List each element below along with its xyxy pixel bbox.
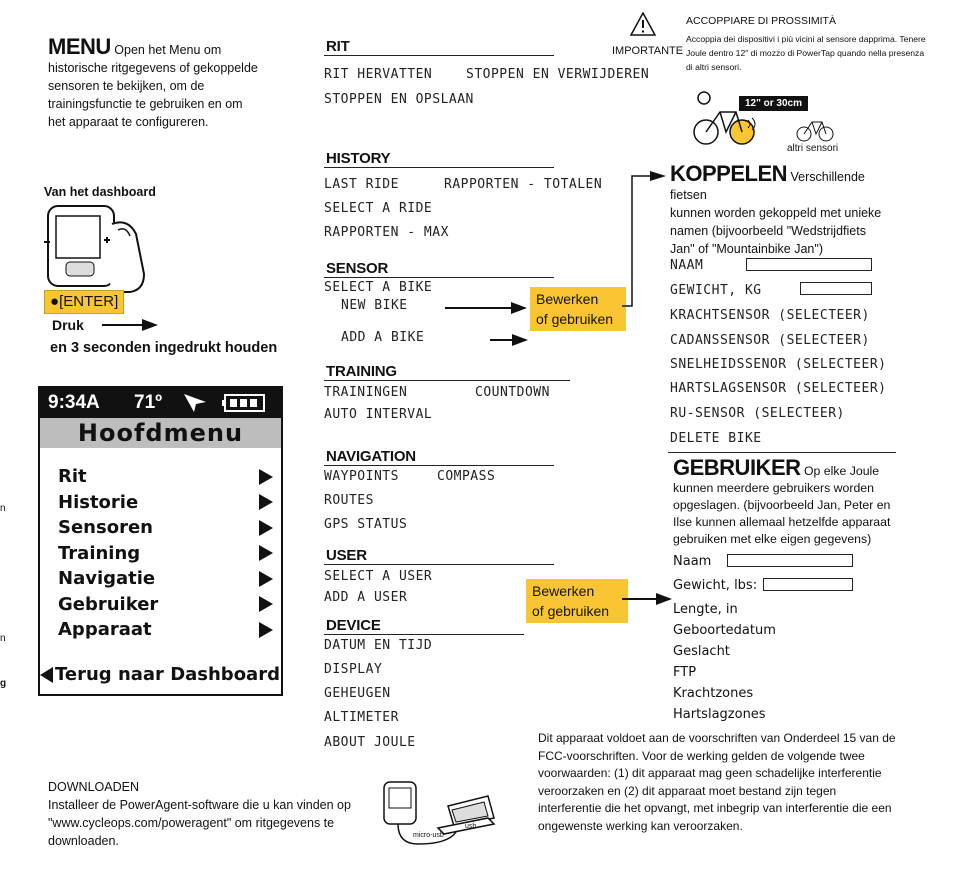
status-temp: 71º [134, 392, 163, 413]
enter-bullet: ● [50, 293, 60, 310]
fcc-line: interferentie die het opvangt, met inbegrip van interferentie die een [538, 801, 892, 815]
section-sensor-header: SENSOR [326, 260, 389, 277]
gebruiker-title: GEBRUIKER [673, 455, 801, 480]
arrow-right-icon [488, 333, 530, 347]
section-device-header: DEVICE [326, 617, 381, 634]
option-stoppen-opslaan[interactable]: STOPPEN EN OPSLAAN [324, 92, 474, 107]
screen-menu-list [40, 448, 281, 643]
status-time: 9:34A [48, 392, 100, 413]
section-user-header: USER [326, 547, 367, 564]
battery-icon [222, 394, 266, 412]
edit-line: Bewerken [532, 583, 595, 599]
back-label: Terug naar Dashboard [55, 664, 280, 685]
menu-title: MENU [48, 34, 111, 59]
koppelen-line: Jan" of "Mountainbike Jan") [670, 242, 823, 256]
menu-intro [48, 34, 288, 131]
distance-badge: 12" or 30cm [739, 96, 808, 111]
option-snelheidssensor[interactable]: SNELHEIDSSENOR (SELECTEER) [670, 357, 887, 372]
micro-usb-label: micro-usb [413, 832, 444, 839]
download-line: downloaden. [48, 834, 119, 848]
option-ftp[interactable]: FTP [673, 665, 697, 680]
menu-item-label: Training [58, 542, 141, 564]
koppelen-line: namen (bijvoorbeeld "Wedstrijdfiets [670, 224, 866, 238]
option-lengte[interactable]: Lengte, in [673, 602, 738, 617]
gebruiker-block [673, 455, 905, 548]
fcc-line: ongewenste werking kan veroorzaken. [538, 818, 743, 833]
option-add-a-bike[interactable]: ADD A BIKE [341, 330, 425, 345]
edge-letter: g [0, 678, 7, 689]
gebruiker-line: opgeslagen. (bijvoorbeeld Jan, Peter en [673, 498, 891, 512]
option-countdown[interactable]: COUNTDOWN [475, 385, 550, 400]
option-trainingen[interactable]: TRAININGEN [324, 385, 408, 400]
screen-title: Hoofdmenu [40, 418, 281, 448]
important-label: IMPORTANTE [612, 45, 684, 57]
section-navigation-header: NAVIGATION [326, 448, 416, 465]
chevron-right-icon [259, 596, 273, 612]
warning-icon [630, 12, 656, 36]
edit-line: of gebruiken [532, 603, 610, 619]
menu-item-label: Navigatie [58, 568, 156, 590]
divider [324, 55, 554, 56]
menu-intro-line: het apparaat te configureren. [48, 115, 209, 129]
option-about-joule[interactable]: ABOUT JOULE [324, 735, 416, 750]
usb-label: usb [465, 823, 477, 830]
divider [668, 452, 896, 453]
arrow-right-icon [100, 318, 160, 332]
druk-label: Druk [52, 317, 84, 333]
fcc-line: Dit apparaat voldoet aan de voorschriften van Onderdeel 15 van de [538, 731, 896, 745]
hold-label: en 3 seconden ingedrukt houden [50, 340, 278, 356]
fcc-line: veroorzaken en (2) dit apparaat moet bestand zijn tegen [538, 783, 837, 798]
chevron-right-icon [259, 520, 273, 536]
option-rit-hervatten[interactable]: RIT HERVATTEN [324, 67, 433, 82]
usb-connection-illustration [378, 774, 498, 854]
option-datum-tijd[interactable]: DATUM EN TIJD [324, 638, 433, 653]
option-gps-status[interactable]: GPS STATUS [324, 517, 408, 532]
menu-item-apparaat[interactable] [58, 617, 273, 643]
important-line: di altri sensori. [686, 62, 742, 72]
option-rapporten-totalen[interactable]: RAPPORTEN - TOTALEN [444, 177, 603, 192]
divider [324, 380, 570, 381]
menu-item-label: Apparaat [58, 619, 152, 641]
back-to-dashboard[interactable] [40, 664, 280, 685]
menu-item-rit[interactable] [58, 464, 273, 490]
important-line: Accoppia dei dispositivi i più vicini al sensore dapprima. Tenere [686, 34, 926, 44]
option-select-a-user[interactable]: SELECT A USER [324, 569, 433, 584]
option-altimeter[interactable]: ALTIMETER [324, 710, 399, 725]
divider [324, 277, 554, 278]
koppelen-title: KOPPELEN [670, 161, 788, 186]
divider [324, 167, 554, 168]
chevron-right-icon [259, 469, 273, 485]
section-rit-header: RIT [326, 38, 350, 55]
edge-letter: n [0, 633, 6, 644]
fcc-line: FCC-voorschriften. Voor de werking gelden de volgende twee [538, 748, 865, 763]
menu-item-label: Sensoren [58, 517, 153, 539]
menu-item-historie[interactable] [58, 490, 273, 516]
divider [324, 465, 554, 466]
option-hartslagzones[interactable]: Hartslagzones [673, 707, 766, 722]
bike-weight-label: GEWICHT, KG [670, 283, 762, 298]
download-section [48, 778, 368, 850]
enter-text: [ENTER] [59, 293, 119, 310]
option-add-a-user[interactable]: ADD A USER [324, 590, 408, 605]
koppelen-line: kunnen worden gekoppeld met unieke [670, 206, 882, 220]
menu-item-label: Historie [58, 491, 139, 513]
gebruiker-line: Ilse kunnen allemaal hetzelfde apparaat [673, 515, 891, 529]
chevron-right-icon [259, 494, 273, 510]
menu-item-label: Rit [58, 466, 87, 488]
divider [324, 564, 554, 565]
user-weight-label: Gewicht, lbs: [673, 578, 758, 593]
edit-or-use-box [526, 579, 628, 623]
koppelen-first: Verschillende fietsen [670, 170, 865, 202]
menu-item-sensoren[interactable] [58, 515, 273, 541]
option-rapporten-max[interactable]: RAPPORTEN - MAX [324, 225, 449, 240]
edit-line: Bewerken [536, 291, 599, 307]
gps-arrow-icon [182, 392, 208, 414]
menu-intro-line: sensoren te bekijken, om de [48, 79, 205, 93]
option-new-bike[interactable]: NEW BIKE [341, 298, 408, 313]
menu-item-gebruiker[interactable] [58, 592, 273, 618]
important-title: ACCOPPIARE DI PROSSIMITÀ [686, 15, 836, 27]
option-cadanssensor[interactable]: CADANSSENSOR (SELECTEER) [670, 333, 870, 348]
status-bar [40, 388, 281, 418]
menu-item-navigatie[interactable] [58, 566, 273, 592]
option-geboortedatum[interactable]: Geboortedatum [673, 623, 776, 638]
gebruiker-line: kunnen meerdere gebruikers worden [673, 481, 874, 495]
arrow-right-icon [622, 592, 674, 606]
option-geheugen[interactable]: GEHEUGEN [324, 686, 391, 701]
option-krachtzones[interactable]: Krachtzones [673, 686, 754, 701]
menu-intro-first: Open het Menu om [114, 43, 222, 57]
option-waypoints[interactable]: WAYPOINTS [324, 469, 399, 484]
koppelen-block [670, 161, 900, 258]
option-display[interactable]: DISPLAY [324, 662, 383, 677]
important-block [686, 15, 926, 74]
chevron-right-icon [259, 545, 273, 561]
edit-line: of gebruiken [536, 311, 614, 327]
user-name-field[interactable] [727, 554, 853, 567]
user-weight-field[interactable] [763, 578, 853, 591]
option-auto-interval[interactable]: AUTO INTERVAL [324, 407, 433, 422]
menu-item-training[interactable] [58, 541, 273, 567]
connector-line [620, 168, 670, 313]
option-routes[interactable]: ROUTES [324, 493, 374, 508]
arrow-right-icon [443, 301, 529, 315]
device-hand-illustration [40, 204, 160, 294]
fcc-notice [538, 730, 918, 835]
section-history-header: HISTORY [326, 150, 391, 167]
option-geslacht[interactable]: Geslacht [673, 644, 730, 659]
edge-letter: n [0, 503, 6, 514]
option-select-a-ride[interactable]: SELECT A RIDE [324, 201, 433, 216]
divider [324, 634, 524, 635]
menu-intro-line: trainingsfunctie te gebruiken en om [48, 97, 243, 111]
menu-intro-line: historische ritgegevens of gekoppelde [48, 61, 258, 75]
option-krachtsensor[interactable]: KRACHTSENSOR (SELECTEER) [670, 308, 870, 323]
dashboard-label: Van het dashboard [44, 185, 156, 199]
download-line: "www.cycleops.com/poweragent" om ritgegevens te [48, 816, 335, 830]
download-line: Installeer de PowerAgent-software die u kan vinden op [48, 798, 351, 812]
chevron-right-icon [259, 622, 273, 638]
fcc-line: voorwaarden: (1) dit apparaat mag geen schadelijke interferentie [538, 766, 882, 780]
option-hartslagsensor[interactable]: HARTSLAGSENSOR (SELECTEER) [670, 381, 887, 396]
option-compass[interactable]: COMPASS [437, 469, 496, 484]
enter-button-label[interactable] [44, 290, 124, 314]
chevron-left-icon [40, 667, 53, 683]
device-screen [38, 386, 283, 696]
option-stoppen-verwijderen[interactable]: STOPPEN EN VERWIJDEREN [466, 67, 650, 82]
option-last-ride[interactable]: LAST RIDE [324, 177, 399, 192]
option-select-a-bike[interactable]: SELECT A BIKE [324, 280, 433, 295]
user-name-label: Naam [673, 554, 712, 569]
section-training-header: TRAINING [326, 363, 397, 380]
edit-or-use-box [530, 287, 626, 331]
important-line: Joule dentro 12" di mozzo di PowerTap quando nella presenza [686, 48, 925, 58]
gebruiker-line: gebruiken met elke eigen gegevens) [673, 532, 872, 546]
bike-name-label: NAAM [670, 258, 704, 273]
option-ru-sensor[interactable]: RU-SENSOR (SELECTEER) [670, 406, 845, 421]
gebruiker-first: Op elke Joule [803, 464, 880, 478]
option-delete-bike[interactable]: DELETE BIKE [670, 431, 762, 446]
download-title: DOWNLOADEN [48, 780, 139, 794]
other-sensors-label: altri sensori [787, 143, 839, 154]
bike-name-field[interactable] [746, 258, 872, 271]
chevron-right-icon [259, 571, 273, 587]
bike-weight-field[interactable] [800, 282, 872, 295]
menu-item-label: Gebruiker [58, 593, 159, 615]
